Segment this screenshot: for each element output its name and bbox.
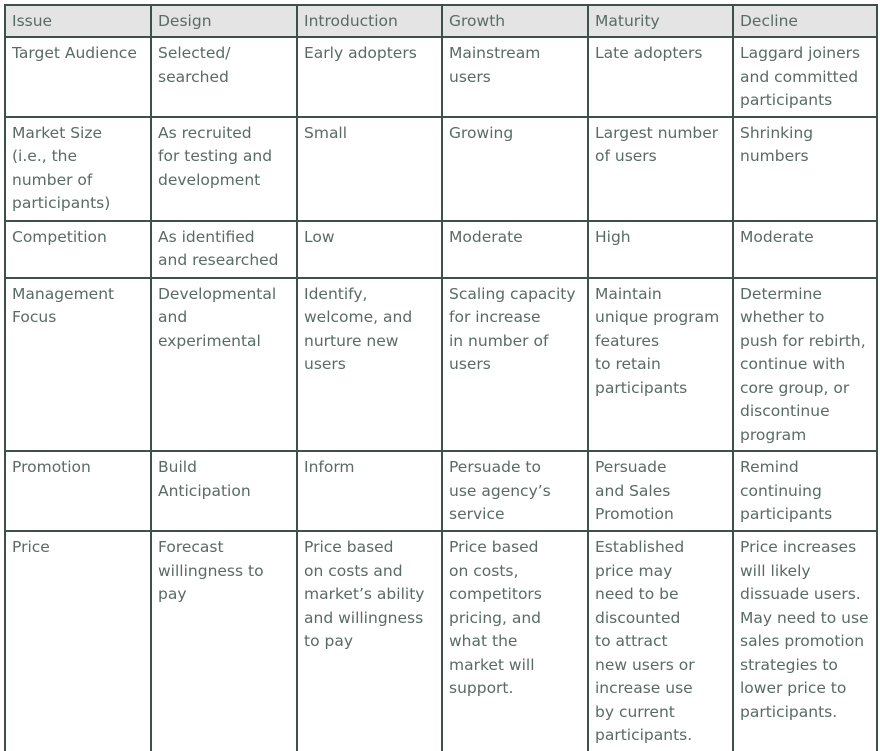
table-row: [5, 531, 877, 751]
table-row: [5, 117, 877, 221]
table-cell: Build Anticipation: [151, 451, 297, 531]
table-cell: Established price may need to be discounted to attract new users or increase use by current participants.: [588, 531, 733, 751]
header-row: [5, 5, 877, 37]
table-cell: Target Audience: [5, 37, 151, 117]
table-cell: Shrinking numbers: [733, 117, 877, 221]
table-cell: Persuade to use agency’s service: [442, 451, 588, 531]
table-cell: Price based on costs and market’s ability and willingness to pay: [297, 531, 442, 751]
table-row: [5, 221, 877, 278]
header-issue: Issue: [5, 5, 151, 37]
table-cell: Inform: [297, 451, 442, 531]
table-row: [5, 278, 877, 452]
table-row: [5, 37, 877, 117]
table-cell: Mainstream users: [442, 37, 588, 117]
table-header: [5, 5, 877, 37]
header-introduction: Introduction: [297, 5, 442, 37]
table-cell: Competition: [5, 221, 151, 278]
table-cell: Late adopters: [588, 37, 733, 117]
table-cell: Promotion: [5, 451, 151, 531]
table-body: [5, 37, 877, 751]
table-cell: Selected/ searched: [151, 37, 297, 117]
table-cell: Market Size (i.e., the number of participants): [5, 117, 151, 221]
table-cell: Management Focus: [5, 278, 151, 452]
table-cell: High: [588, 221, 733, 278]
table-cell: Growing: [442, 117, 588, 221]
table-cell: Developmental and experimental: [151, 278, 297, 452]
table-cell: As identified and researched: [151, 221, 297, 278]
table-cell: As recruited for testing and development: [151, 117, 297, 221]
table-cell: Early adopters: [297, 37, 442, 117]
table-cell: Small: [297, 117, 442, 221]
table-row: [5, 451, 877, 531]
table-cell: Largest number of users: [588, 117, 733, 221]
table-cell: Determine whether to push for rebirth, continue with core group, or discontinue program: [733, 278, 877, 452]
table-cell: Price: [5, 531, 151, 751]
table-cell: Moderate: [442, 221, 588, 278]
table-cell: Scaling capacity for increase in number of users: [442, 278, 588, 452]
header-growth: Growth: [442, 5, 588, 37]
table-cell: Persuade and Sales Promotion: [588, 451, 733, 531]
table-cell: Price based on costs, competitors pricing, and what the market will support.: [442, 531, 588, 751]
table-cell: Forecast willingness to pay: [151, 531, 297, 751]
header-decline: Decline: [733, 5, 877, 37]
header-design: Design: [151, 5, 297, 37]
table-cell: Remind continuing participants: [733, 451, 877, 531]
table-cell: Maintain unique program features to retain participants: [588, 278, 733, 452]
table-cell: Identify, welcome, and nurture new users: [297, 278, 442, 452]
table-cell: Price increases will likely dissuade users. May need to use sales promotion strategies to lower price to participants.: [733, 531, 877, 751]
table-cell: Laggard joiners and committed participants: [733, 37, 877, 117]
lifecycle-table: [4, 4, 878, 751]
table-cell: Low: [297, 221, 442, 278]
header-maturity: Maturity: [588, 5, 733, 37]
table-cell: Moderate: [733, 221, 877, 278]
